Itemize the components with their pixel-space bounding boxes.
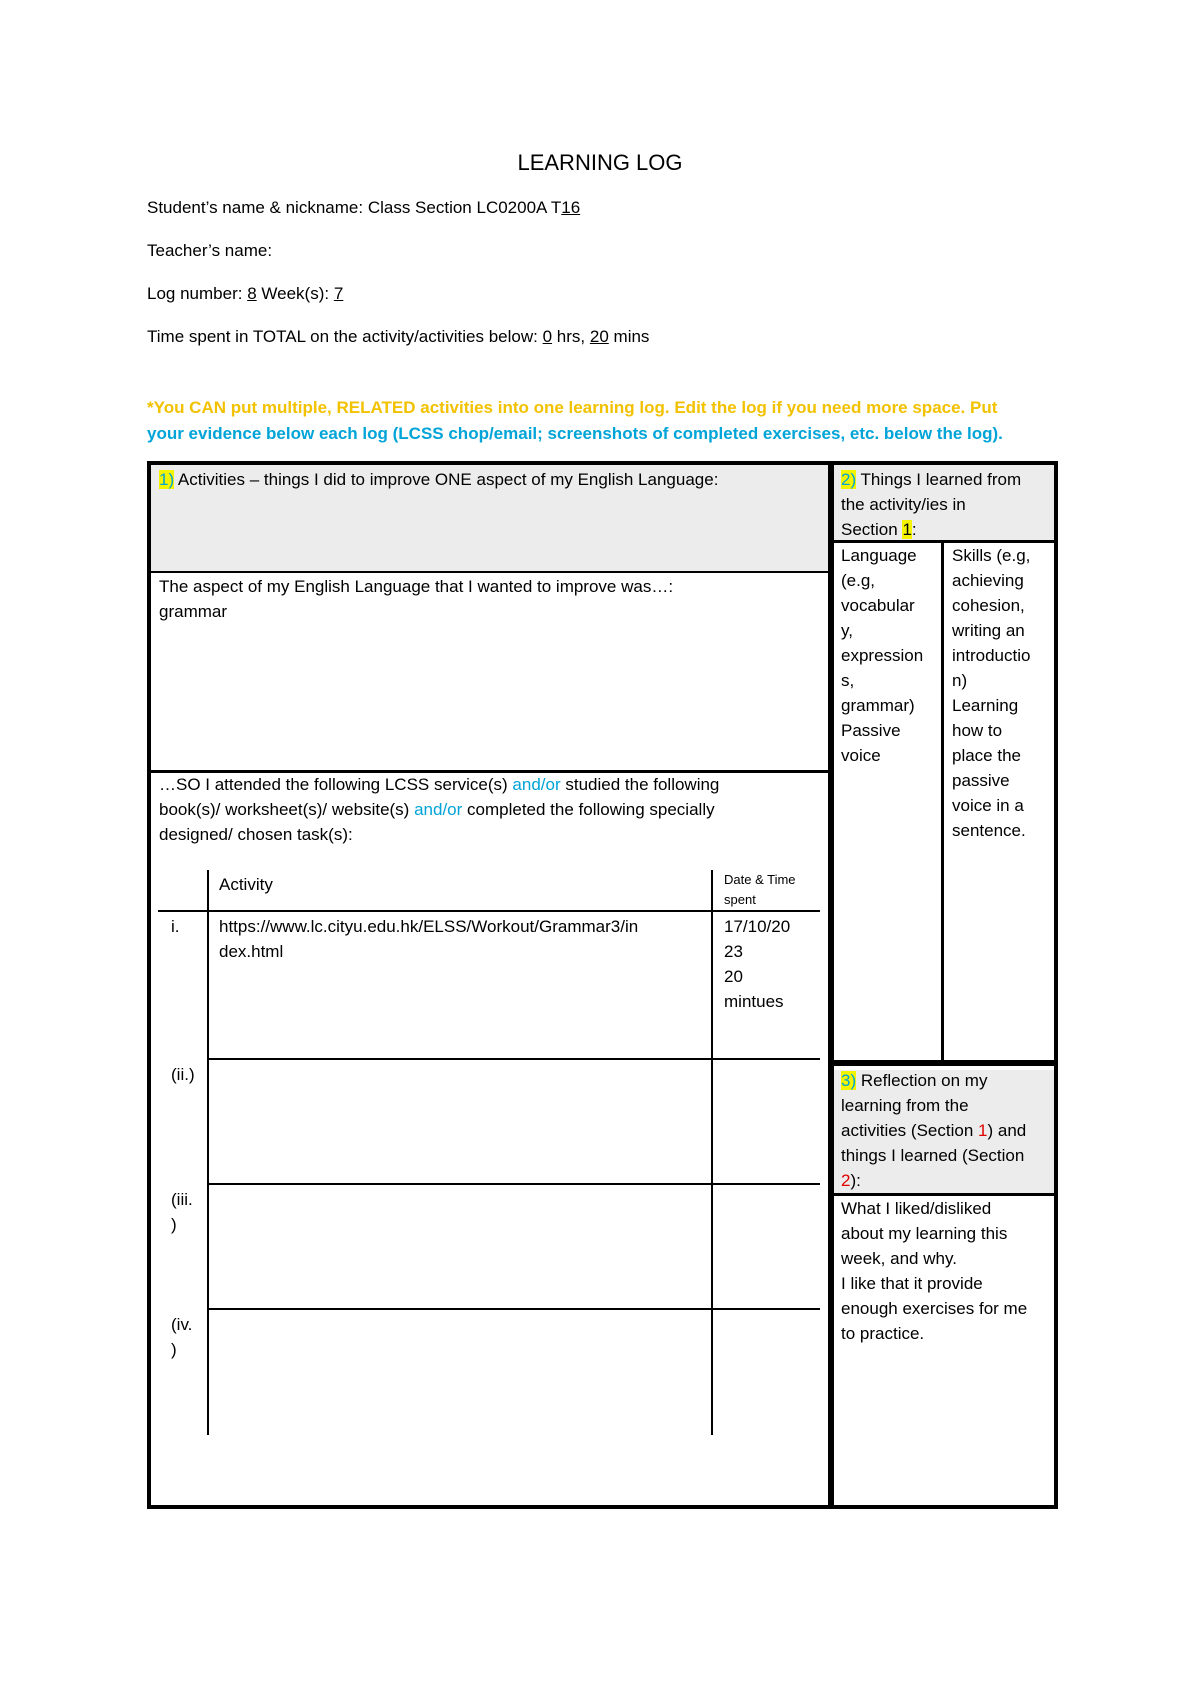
week-number: 7 [333,284,344,303]
teacher-line [147,241,272,261]
section1-heading [159,467,824,492]
skills-line: passive [952,771,1010,790]
section2-number: 2) [841,470,857,489]
skills-column [952,543,1052,843]
reflection-line: I like that it provide [841,1274,983,1293]
activity-row-rule-1 [207,1058,820,1060]
section3-number: 3) [841,1071,857,1090]
skills-line: n) [952,671,968,690]
skills-line: voice in a [952,796,1024,815]
section2-heading-line-1: Things I learned from [860,470,1022,489]
section1-heading-text: Activities – things I did to improve ONE aspect of my English Language: [177,470,719,489]
week-label: Week(s): [261,284,330,303]
row-1-date-line-4: mintues [724,992,784,1011]
reflection-line: about my learning this [841,1224,1008,1243]
language-line: voice [841,746,881,765]
skills-line: sentence. [952,821,1026,840]
rule-aspect [151,571,828,573]
row-1-activity [219,914,707,964]
section2-heading-line-3: Section [841,520,898,539]
log-label: Log number: [147,284,243,303]
col-date-header [724,870,796,910]
col-date-line-1: Date & Time [724,872,796,887]
rule-s3-top [834,1060,1054,1066]
so-text-2: studied the following [565,775,720,794]
note-line-1: *You CAN put multiple, RELATED activities into one learning log. Edit the log if you need more space. Put [147,398,998,417]
col-date-line-2: spent [724,892,756,907]
and-or-1: and/or [512,775,561,794]
activity-row-rule-3 [207,1308,820,1310]
aspect-cell [159,574,824,624]
row-3-number-line-1: (iii. [171,1190,193,1209]
row-1-date-line-2: 23 [724,942,743,961]
section2-ref: 1 [902,520,912,539]
section3-heading-line-1: Reflection on my [860,1071,988,1090]
class-number: 16 [561,198,581,217]
reflection-line: to practice. [841,1324,925,1343]
page-title: LEARNING LOG [517,150,683,175]
mins-text: mins [613,327,650,346]
mins-value: 20 [589,327,609,346]
skills-line: achieving [952,571,1024,590]
activity-row-rule-2 [207,1183,820,1185]
row-3-number [171,1187,193,1237]
section2-heading-line-2: the activity/ies in [841,495,966,514]
so-text-4: completed the following specially [467,800,715,819]
log-line [147,284,343,304]
language-line: expression [841,646,924,665]
language-line: s, [841,671,855,690]
student-line [147,198,580,218]
reflection-body [841,1196,1053,1346]
main-divider [828,461,834,1509]
language-line: (e.g, [841,571,876,590]
class-label: Class Section LC0200A T [367,198,562,217]
language-line: vocabular [841,596,915,615]
section1-number: 1) [159,470,175,489]
reflection-line: week, and why. [841,1249,957,1268]
time-label: Time spent in TOTAL on the activity/activities below: [147,327,538,346]
so-cell [159,772,824,847]
row-1-number: i. [171,917,180,936]
skills-line: Learning [952,696,1019,715]
language-line: Language [841,546,917,565]
instructions-note [147,395,1047,447]
row-4-number-line-2: ) [171,1340,177,1359]
skills-line: Skills (e.g, [952,546,1031,565]
section3-heading [841,1068,1051,1193]
skills-line: place the [952,746,1021,765]
row-3-number-line-2: ) [171,1215,177,1234]
and-or-2: and/or [414,800,463,819]
section3-ref-2: 2 [841,1171,851,1190]
activity-header-rule [158,910,820,912]
section3-heading-line-3b: ) and [987,1121,1027,1140]
section3-heading-line-3a: activities (Section [841,1121,974,1140]
row-2-number: (ii.) [171,1065,195,1084]
row-4-number-line-1: (iv. [171,1315,193,1334]
skills-line: cohesion, [952,596,1025,615]
row-4-number [171,1312,192,1362]
row-1-date-line-3: 20 [724,967,743,986]
section2-colon: : [911,520,917,539]
skills-line: how to [952,721,1003,740]
row-1-date-line-1: 17/10/20 [724,917,791,936]
section3-heading-line-4: things I learned (Section [841,1146,1025,1165]
reflection-line: enough exercises for me [841,1299,1028,1318]
so-text-3: book(s)/ worksheet(s)/ website(s) [159,800,410,819]
so-text-1: …SO I attended the following LCSS service(s) [159,775,508,794]
language-line: y, [841,621,853,640]
time-line [147,327,649,347]
row-1-activity-line-1: https://www.lc.cityu.edu.hk/ELSS/Workout/Grammar3/in [219,917,639,936]
col-activity-header: Activity [219,875,273,894]
skills-line: writing an [952,621,1025,640]
row-1-activity-line-2: dex.html [219,942,284,961]
language-column [841,543,939,768]
section3-heading-line-5: ): [850,1171,861,1190]
student-label: Student’s name & nickname: [147,198,364,217]
language-line: Passive [841,721,901,740]
row-1-date [724,914,820,1014]
activity-col-line-2 [711,870,713,1435]
aspect-label: The aspect of my English Language that I wanted to improve was…: [159,577,674,596]
section3-heading-line-2: learning from the [841,1096,969,1115]
hours-value: 0 [542,327,553,346]
note-line-2: your evidence below each log (LCSS chop/email; screenshots of completed exercises, etc. below the log). [147,424,1003,443]
skills-line: introductio [952,646,1031,665]
rule-s2-columns [941,540,944,1062]
activity-col-line-1 [207,870,209,1435]
so-text-5: designed/ chosen task(s): [159,825,353,844]
reflection-line: What I liked/disliked [841,1199,992,1218]
hrs-text: hrs, [556,327,586,346]
teacher-label: Teacher’s name: [147,241,273,260]
aspect-value: grammar [159,602,228,621]
section3-ref-1: 1 [978,1121,988,1140]
language-line: grammar) [841,696,915,715]
log-number: 8 [247,284,257,303]
section2-heading [841,467,1051,542]
